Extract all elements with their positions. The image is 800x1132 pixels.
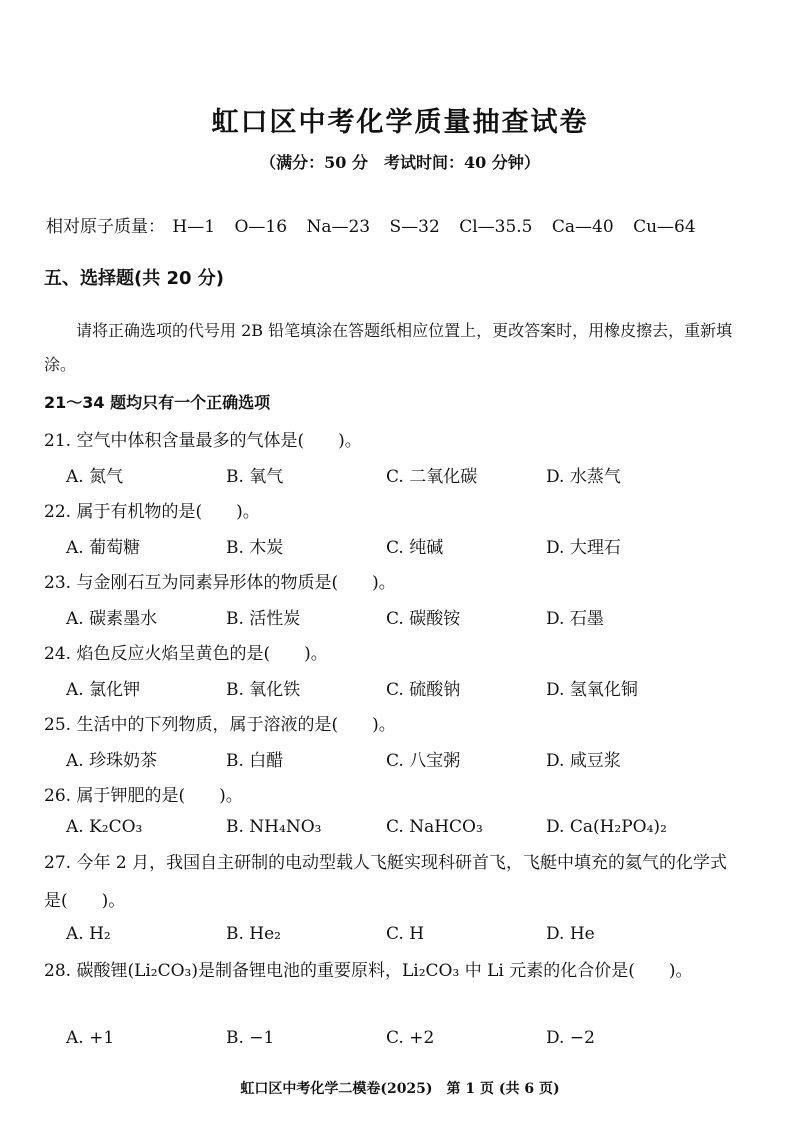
page-footer: 虹口区中考化学二模卷(2025) 第 1 页 (共 6 页) — [240, 1081, 560, 1097]
atomic-mass-item: H—1 — [172, 217, 216, 237]
atomic-mass-item: Cl—35.5 — [459, 217, 533, 237]
page-title: 虹口区中考化学质量抽查试卷 — [211, 107, 589, 138]
question-25-stem: 25. 生活中的下列物质，属于溶液的是( )。 — [44, 715, 396, 735]
q24-option-b: B. 氧化铁 — [226, 680, 301, 700]
q23-option-b: B. 活性炭 — [226, 609, 301, 629]
question-21-stem: 21. 空气中体积含量最多的气体是( )。 — [44, 431, 362, 451]
q27-option-b: B. He₂ — [226, 924, 282, 944]
q23-option-a: A. 碳素墨水 — [66, 609, 158, 629]
q22-option-b: B. 木炭 — [226, 538, 284, 558]
q27-option-d: D. He — [546, 924, 595, 944]
atomic-mass-item: Ca—40 — [551, 217, 614, 237]
question-26-stem: 26. 属于钾肥的是( )。 — [44, 786, 243, 806]
q24-option-c: C. 硫酸钠 — [386, 680, 461, 700]
q23-option-d: D. 石墨 — [546, 609, 604, 629]
question-24-stem: 24. 焰色反应火焰呈黄色的是( )。 — [44, 644, 328, 664]
q27-option-c: C. H — [386, 924, 425, 944]
q24-option-d: D. 氢氧化铜 — [546, 680, 638, 700]
q28-option-a: A. +1 — [66, 1028, 115, 1048]
q28-option-c: C. +2 — [386, 1028, 435, 1048]
q27-option-a: A. H₂ — [66, 924, 111, 944]
q21-option-d: D. 水蒸气 — [546, 467, 621, 487]
q22-option-c: C. 纯碱 — [386, 538, 444, 558]
q26-option-d: D. Ca(H₂PO₄)₂ — [546, 817, 667, 837]
atomic-masses — [46, 212, 710, 237]
question-23-stem: 23. 与金刚石互为同素异形体的物质是( )。 — [44, 573, 396, 593]
q26-option-b: B. NH₄NO₃ — [226, 817, 322, 837]
q26-option-a: A. K₂CO₃ — [66, 817, 143, 837]
q21-option-b: B. 氧气 — [226, 467, 284, 487]
q25-option-b: B. 白醋 — [226, 751, 284, 771]
q25-option-a: A. 珍珠奶茶 — [66, 751, 158, 771]
q21-option-a: A. 氮气 — [66, 467, 124, 487]
instructions: 请将正确选项的代号用 2B 铅笔填涂在答题纸相应位置上，更改答案时，用橡皮擦去，重新填涂。 — [44, 321, 733, 374]
question-27-stem: 27. 今年 2 月，我国自主研制的电动型载人飞艇实现科研首飞，飞艇中填充的氦气的化学式是( )。 — [44, 853, 728, 911]
q26-option-c: C. NaHCO₃ — [386, 817, 483, 837]
q21-option-c: C. 二氧化碳 — [386, 467, 478, 487]
atomic-mass-item: O—16 — [234, 217, 288, 237]
atomic-mass-item: Na—23 — [306, 217, 371, 237]
question-28-stem: 28. 碳酸锂(Li₂CO₃)是制备锂电池的重要原料，Li₂CO₃ 中 Li 元素的化合价是( )。 — [44, 961, 693, 981]
q23-option-c: C. 碳酸铵 — [386, 609, 461, 629]
question-22-stem: 22. 属于有机物的是( )。 — [44, 502, 260, 522]
atomic-mass-item: Cu—64 — [633, 217, 696, 237]
q24-option-a: A. 氯化钾 — [66, 680, 141, 700]
q25-option-c: C. 八宝粥 — [386, 751, 461, 771]
q22-option-d: D. 大理石 — [546, 538, 621, 558]
question-note: 21～34 题均只有一个正确选项 — [44, 393, 271, 412]
q28-option-d: D. −2 — [546, 1028, 595, 1048]
q22-option-a: A. 葡萄糖 — [66, 538, 141, 558]
atomic-masses-label: 相对原子质量： — [46, 217, 165, 237]
exam-info: （满分：50 分 考试时间：40 分钟） — [260, 153, 540, 172]
q28-option-b: B. −1 — [226, 1028, 275, 1048]
section-heading: 五、选择题(共 20 分) — [44, 268, 225, 289]
atomic-mass-item: S—32 — [389, 217, 440, 237]
q25-option-d: D. 咸豆浆 — [546, 751, 621, 771]
